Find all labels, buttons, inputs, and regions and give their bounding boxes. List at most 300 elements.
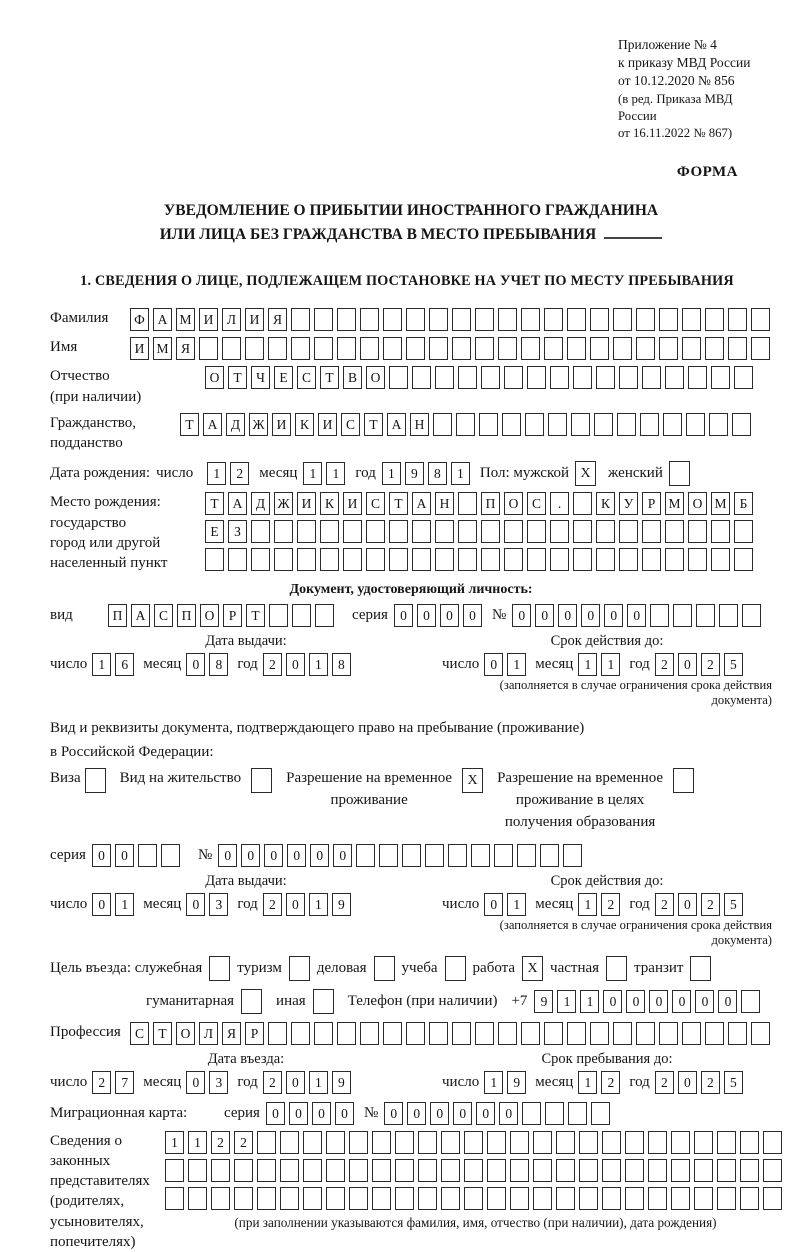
- char-cell[interactable]: О: [366, 366, 385, 389]
- char-cell[interactable]: [395, 1187, 414, 1210]
- char-cell[interactable]: А: [412, 492, 431, 515]
- char-cell[interactable]: [479, 413, 498, 436]
- char-cell[interactable]: 5: [724, 893, 743, 916]
- char-cell[interactable]: [222, 337, 241, 360]
- char-cell[interactable]: З: [228, 520, 247, 543]
- purpose-other-checkbox[interactable]: [313, 989, 334, 1014]
- char-cell[interactable]: 0: [476, 1102, 495, 1125]
- char-cell[interactable]: [659, 1022, 678, 1045]
- char-cell[interactable]: С: [130, 1022, 149, 1045]
- char-cell[interactable]: [763, 1159, 782, 1182]
- char-cell[interactable]: 2: [234, 1131, 253, 1154]
- char-cell[interactable]: [717, 1131, 736, 1154]
- sex-male-checkbox[interactable]: X: [575, 461, 596, 486]
- char-cell[interactable]: С: [154, 604, 173, 627]
- char-cell[interactable]: [234, 1159, 253, 1182]
- char-cell[interactable]: [636, 1022, 655, 1045]
- char-cell[interactable]: М: [153, 337, 172, 360]
- char-cell[interactable]: Ф: [130, 308, 149, 331]
- char-cell[interactable]: 1: [507, 653, 526, 676]
- char-cell[interactable]: 0: [310, 844, 329, 867]
- char-cell[interactable]: [389, 548, 408, 571]
- char-cell[interactable]: [471, 844, 490, 867]
- purpose-business-checkbox[interactable]: [374, 956, 395, 981]
- char-cell[interactable]: [487, 1187, 506, 1210]
- char-cell[interactable]: [671, 1131, 690, 1154]
- char-cell[interactable]: [320, 520, 339, 543]
- char-cell[interactable]: [360, 308, 379, 331]
- char-cell[interactable]: [406, 337, 425, 360]
- char-cell[interactable]: [571, 413, 590, 436]
- char-cell[interactable]: [671, 1187, 690, 1210]
- char-cell[interactable]: [510, 1131, 529, 1154]
- char-cell[interactable]: [188, 1187, 207, 1210]
- char-cell[interactable]: Е: [205, 520, 224, 543]
- char-cell[interactable]: Н: [435, 492, 454, 515]
- char-cell[interactable]: [763, 1187, 782, 1210]
- char-cell[interactable]: [458, 366, 477, 389]
- char-cell[interactable]: [269, 604, 288, 627]
- char-cell[interactable]: [596, 548, 615, 571]
- char-cell[interactable]: [594, 413, 613, 436]
- char-cell[interactable]: [544, 1022, 563, 1045]
- char-cell[interactable]: Т: [246, 604, 265, 627]
- sex-female-checkbox[interactable]: [669, 461, 690, 486]
- char-cell[interactable]: [533, 1187, 552, 1210]
- char-cell[interactable]: 0: [603, 990, 622, 1013]
- char-cell[interactable]: [504, 366, 523, 389]
- char-cell[interactable]: [625, 1187, 644, 1210]
- char-cell[interactable]: 0: [678, 653, 697, 676]
- char-cell[interactable]: О: [504, 492, 523, 515]
- char-cell[interactable]: 0: [264, 844, 283, 867]
- char-cell[interactable]: [337, 308, 356, 331]
- char-cell[interactable]: [751, 337, 770, 360]
- char-cell[interactable]: [268, 1022, 287, 1045]
- char-cell[interactable]: [671, 1159, 690, 1182]
- char-cell[interactable]: 0: [484, 893, 503, 916]
- char-cell[interactable]: А: [131, 604, 150, 627]
- char-cell[interactable]: [494, 844, 513, 867]
- char-cell[interactable]: [696, 604, 715, 627]
- char-cell[interactable]: [556, 1131, 575, 1154]
- char-cell[interactable]: [425, 844, 444, 867]
- char-cell[interactable]: 0: [407, 1102, 426, 1125]
- char-cell[interactable]: [732, 413, 751, 436]
- char-cell[interactable]: [458, 492, 477, 515]
- char-cell[interactable]: 0: [649, 990, 668, 1013]
- char-cell[interactable]: Т: [364, 413, 383, 436]
- char-cell[interactable]: Д: [251, 492, 270, 515]
- char-cell[interactable]: 2: [211, 1131, 230, 1154]
- char-cell[interactable]: 1: [580, 990, 599, 1013]
- char-cell[interactable]: [349, 1131, 368, 1154]
- char-cell[interactable]: [665, 548, 684, 571]
- char-cell[interactable]: [314, 337, 333, 360]
- char-cell[interactable]: 2: [701, 1071, 720, 1094]
- char-cell[interactable]: [740, 1131, 759, 1154]
- char-cell[interactable]: [234, 1187, 253, 1210]
- char-cell[interactable]: [619, 520, 638, 543]
- char-cell[interactable]: [498, 1022, 517, 1045]
- char-cell[interactable]: [728, 337, 747, 360]
- char-cell[interactable]: [211, 1159, 230, 1182]
- char-cell[interactable]: Ж: [249, 413, 268, 436]
- char-cell[interactable]: [659, 308, 678, 331]
- char-cell[interactable]: [429, 1022, 448, 1045]
- char-cell[interactable]: 1: [92, 653, 111, 676]
- char-cell[interactable]: 1: [601, 653, 620, 676]
- char-cell[interactable]: 0: [312, 1102, 331, 1125]
- char-cell[interactable]: 9: [332, 893, 351, 916]
- char-cell[interactable]: Ч: [251, 366, 270, 389]
- char-cell[interactable]: [663, 413, 682, 436]
- char-cell[interactable]: [458, 548, 477, 571]
- char-cell[interactable]: [550, 366, 569, 389]
- char-cell[interactable]: [280, 1159, 299, 1182]
- char-cell[interactable]: [728, 308, 747, 331]
- char-cell[interactable]: 5: [724, 1071, 743, 1094]
- char-cell[interactable]: [602, 1187, 621, 1210]
- char-cell[interactable]: Н: [410, 413, 429, 436]
- char-cell[interactable]: [360, 1022, 379, 1045]
- char-cell[interactable]: [418, 1159, 437, 1182]
- purpose-private-checkbox[interactable]: [606, 956, 627, 981]
- char-cell[interactable]: [464, 1187, 483, 1210]
- char-cell[interactable]: [682, 337, 701, 360]
- char-cell[interactable]: [742, 604, 761, 627]
- char-cell[interactable]: П: [481, 492, 500, 515]
- char-cell[interactable]: 1: [451, 462, 470, 485]
- char-cell[interactable]: [533, 1159, 552, 1182]
- char-cell[interactable]: 2: [701, 653, 720, 676]
- char-cell[interactable]: Т: [205, 492, 224, 515]
- char-cell[interactable]: И: [130, 337, 149, 360]
- char-cell[interactable]: [625, 1159, 644, 1182]
- char-cell[interactable]: [602, 1159, 621, 1182]
- char-cell[interactable]: [303, 1187, 322, 1210]
- char-cell[interactable]: 0: [678, 1071, 697, 1094]
- char-cell[interactable]: [525, 413, 544, 436]
- char-cell[interactable]: [456, 413, 475, 436]
- char-cell[interactable]: 0: [286, 1071, 305, 1094]
- char-cell[interactable]: [596, 366, 615, 389]
- char-cell[interactable]: [343, 548, 362, 571]
- char-cell[interactable]: [510, 1187, 529, 1210]
- char-cell[interactable]: Т: [180, 413, 199, 436]
- char-cell[interactable]: 8: [332, 653, 351, 676]
- char-cell[interactable]: 2: [601, 893, 620, 916]
- char-cell[interactable]: [383, 308, 402, 331]
- char-cell[interactable]: [705, 308, 724, 331]
- char-cell[interactable]: [659, 337, 678, 360]
- char-cell[interactable]: 1: [382, 462, 401, 485]
- char-cell[interactable]: 0: [186, 653, 205, 676]
- char-cell[interactable]: [429, 308, 448, 331]
- char-cell[interactable]: [686, 413, 705, 436]
- char-cell[interactable]: [650, 604, 669, 627]
- char-cell[interactable]: [464, 1131, 483, 1154]
- char-cell[interactable]: [291, 1022, 310, 1045]
- char-cell[interactable]: [280, 1131, 299, 1154]
- char-cell[interactable]: [280, 1187, 299, 1210]
- char-cell[interactable]: [199, 337, 218, 360]
- char-cell[interactable]: [314, 1022, 333, 1045]
- char-cell[interactable]: [481, 366, 500, 389]
- char-cell[interactable]: [138, 844, 157, 867]
- char-cell[interactable]: И: [297, 492, 316, 515]
- char-cell[interactable]: [705, 337, 724, 360]
- char-cell[interactable]: 0: [218, 844, 237, 867]
- char-cell[interactable]: 2: [701, 893, 720, 916]
- char-cell[interactable]: [763, 1131, 782, 1154]
- char-cell[interactable]: [688, 366, 707, 389]
- char-cell[interactable]: [389, 520, 408, 543]
- char-cell[interactable]: [642, 548, 661, 571]
- char-cell[interactable]: [366, 520, 385, 543]
- char-cell[interactable]: [274, 548, 293, 571]
- char-cell[interactable]: [517, 844, 536, 867]
- char-cell[interactable]: 1: [165, 1131, 184, 1154]
- char-cell[interactable]: К: [596, 492, 615, 515]
- char-cell[interactable]: [521, 337, 540, 360]
- char-cell[interactable]: [383, 337, 402, 360]
- char-cell[interactable]: О: [205, 366, 224, 389]
- char-cell[interactable]: 9: [534, 990, 553, 1013]
- residence-permit-checkbox[interactable]: [251, 768, 272, 793]
- char-cell[interactable]: 0: [115, 844, 134, 867]
- char-cell[interactable]: [448, 844, 467, 867]
- char-cell[interactable]: [291, 308, 310, 331]
- char-cell[interactable]: [590, 308, 609, 331]
- char-cell[interactable]: Д: [226, 413, 245, 436]
- char-cell[interactable]: 0: [430, 1102, 449, 1125]
- char-cell[interactable]: [550, 520, 569, 543]
- char-cell[interactable]: П: [108, 604, 127, 627]
- char-cell[interactable]: [719, 604, 738, 627]
- char-cell[interactable]: [522, 1102, 541, 1125]
- char-cell[interactable]: 7: [115, 1071, 134, 1094]
- char-cell[interactable]: [688, 548, 707, 571]
- char-cell[interactable]: [383, 1022, 402, 1045]
- char-cell[interactable]: [441, 1187, 460, 1210]
- char-cell[interactable]: М: [711, 492, 730, 515]
- char-cell[interactable]: 1: [507, 893, 526, 916]
- char-cell[interactable]: 0: [286, 893, 305, 916]
- char-cell[interactable]: 1: [188, 1131, 207, 1154]
- char-cell[interactable]: [165, 1159, 184, 1182]
- char-cell[interactable]: [504, 548, 523, 571]
- char-cell[interactable]: 1: [578, 1071, 597, 1094]
- char-cell[interactable]: [487, 1131, 506, 1154]
- char-cell[interactable]: С: [297, 366, 316, 389]
- char-cell[interactable]: [320, 548, 339, 571]
- char-cell[interactable]: [602, 1131, 621, 1154]
- char-cell[interactable]: М: [176, 308, 195, 331]
- char-cell[interactable]: [544, 308, 563, 331]
- char-cell[interactable]: 0: [92, 844, 111, 867]
- char-cell[interactable]: [591, 1102, 610, 1125]
- char-cell[interactable]: 3: [209, 1071, 228, 1094]
- char-cell[interactable]: [694, 1159, 713, 1182]
- char-cell[interactable]: [257, 1131, 276, 1154]
- char-cell[interactable]: 1: [207, 462, 226, 485]
- char-cell[interactable]: 0: [287, 844, 306, 867]
- char-cell[interactable]: [673, 604, 692, 627]
- char-cell[interactable]: И: [318, 413, 337, 436]
- char-cell[interactable]: 1: [484, 1071, 503, 1094]
- char-cell[interactable]: [303, 1159, 322, 1182]
- char-cell[interactable]: [360, 337, 379, 360]
- char-cell[interactable]: [567, 1022, 586, 1045]
- char-cell[interactable]: Л: [222, 308, 241, 331]
- char-cell[interactable]: [481, 520, 500, 543]
- char-cell[interactable]: [165, 1187, 184, 1210]
- char-cell[interactable]: Т: [320, 366, 339, 389]
- char-cell[interactable]: [343, 520, 362, 543]
- char-cell[interactable]: [521, 1022, 540, 1045]
- char-cell[interactable]: [682, 1022, 701, 1045]
- char-cell[interactable]: [314, 308, 333, 331]
- char-cell[interactable]: 0: [484, 653, 503, 676]
- char-cell[interactable]: [475, 337, 494, 360]
- char-cell[interactable]: [315, 604, 334, 627]
- char-cell[interactable]: У: [619, 492, 638, 515]
- char-cell[interactable]: [251, 520, 270, 543]
- char-cell[interactable]: [573, 366, 592, 389]
- char-cell[interactable]: [402, 844, 421, 867]
- char-cell[interactable]: 2: [655, 893, 674, 916]
- char-cell[interactable]: 0: [417, 604, 436, 627]
- char-cell[interactable]: 0: [558, 604, 577, 627]
- char-cell[interactable]: [257, 1159, 276, 1182]
- char-cell[interactable]: 0: [463, 604, 482, 627]
- purpose-work-checkbox[interactable]: X: [522, 956, 543, 981]
- char-cell[interactable]: [527, 520, 546, 543]
- char-cell[interactable]: 0: [672, 990, 691, 1013]
- char-cell[interactable]: [579, 1187, 598, 1210]
- char-cell[interactable]: [356, 844, 375, 867]
- char-cell[interactable]: 0: [512, 604, 531, 627]
- char-cell[interactable]: [372, 1131, 391, 1154]
- char-cell[interactable]: 0: [266, 1102, 285, 1125]
- char-cell[interactable]: И: [199, 308, 218, 331]
- char-cell[interactable]: [550, 548, 569, 571]
- char-cell[interactable]: 0: [333, 844, 352, 867]
- char-cell[interactable]: [590, 337, 609, 360]
- char-cell[interactable]: 1: [578, 893, 597, 916]
- char-cell[interactable]: [705, 1022, 724, 1045]
- char-cell[interactable]: 6: [115, 653, 134, 676]
- char-cell[interactable]: Б: [734, 492, 753, 515]
- char-cell[interactable]: [475, 308, 494, 331]
- char-cell[interactable]: [379, 844, 398, 867]
- char-cell[interactable]: [527, 548, 546, 571]
- char-cell[interactable]: [613, 337, 632, 360]
- char-cell[interactable]: [625, 1131, 644, 1154]
- char-cell[interactable]: 1: [309, 893, 328, 916]
- char-cell[interactable]: С: [341, 413, 360, 436]
- char-cell[interactable]: [568, 1102, 587, 1125]
- char-cell[interactable]: Т: [389, 492, 408, 515]
- char-cell[interactable]: [740, 1187, 759, 1210]
- char-cell[interactable]: .: [550, 492, 569, 515]
- char-cell[interactable]: [527, 366, 546, 389]
- char-cell[interactable]: Т: [153, 1022, 172, 1045]
- char-cell[interactable]: Л: [199, 1022, 218, 1045]
- char-cell[interactable]: [556, 1159, 575, 1182]
- char-cell[interactable]: [711, 520, 730, 543]
- char-cell[interactable]: [487, 1159, 506, 1182]
- visa-checkbox[interactable]: [85, 768, 106, 793]
- char-cell[interactable]: [498, 337, 517, 360]
- char-cell[interactable]: 0: [453, 1102, 472, 1125]
- char-cell[interactable]: [188, 1159, 207, 1182]
- temp-edu-checkbox[interactable]: [673, 768, 694, 793]
- char-cell[interactable]: [475, 1022, 494, 1045]
- char-cell[interactable]: [573, 520, 592, 543]
- char-cell[interactable]: Е: [274, 366, 293, 389]
- char-cell[interactable]: [636, 308, 655, 331]
- char-cell[interactable]: К: [320, 492, 339, 515]
- char-cell[interactable]: Т: [228, 366, 247, 389]
- char-cell[interactable]: [751, 308, 770, 331]
- temp-permit-checkbox[interactable]: X: [462, 768, 483, 793]
- char-cell[interactable]: 0: [92, 893, 111, 916]
- char-cell[interactable]: [268, 337, 287, 360]
- char-cell[interactable]: [418, 1131, 437, 1154]
- char-cell[interactable]: 0: [499, 1102, 518, 1125]
- char-cell[interactable]: [567, 308, 586, 331]
- char-cell[interactable]: [297, 520, 316, 543]
- char-cell[interactable]: [412, 520, 431, 543]
- char-cell[interactable]: 8: [209, 653, 228, 676]
- char-cell[interactable]: [648, 1159, 667, 1182]
- char-cell[interactable]: [619, 366, 638, 389]
- char-cell[interactable]: 0: [718, 990, 737, 1013]
- char-cell[interactable]: [366, 548, 385, 571]
- purpose-tourism-checkbox[interactable]: [289, 956, 310, 981]
- char-cell[interactable]: Р: [642, 492, 661, 515]
- char-cell[interactable]: [567, 337, 586, 360]
- purpose-humanitarian-checkbox[interactable]: [241, 989, 262, 1014]
- char-cell[interactable]: [435, 366, 454, 389]
- char-cell[interactable]: [682, 308, 701, 331]
- char-cell[interactable]: [389, 366, 408, 389]
- char-cell[interactable]: [395, 1131, 414, 1154]
- purpose-transit-checkbox[interactable]: [690, 956, 711, 981]
- char-cell[interactable]: [406, 308, 425, 331]
- char-cell[interactable]: [349, 1187, 368, 1210]
- char-cell[interactable]: [579, 1131, 598, 1154]
- char-cell[interactable]: [548, 413, 567, 436]
- char-cell[interactable]: [613, 1022, 632, 1045]
- char-cell[interactable]: А: [387, 413, 406, 436]
- char-cell[interactable]: В: [343, 366, 362, 389]
- char-cell[interactable]: [619, 548, 638, 571]
- char-cell[interactable]: [458, 520, 477, 543]
- char-cell[interactable]: [711, 548, 730, 571]
- char-cell[interactable]: 9: [507, 1071, 526, 1094]
- char-cell[interactable]: 2: [92, 1071, 111, 1094]
- char-cell[interactable]: 2: [655, 653, 674, 676]
- char-cell[interactable]: [464, 1159, 483, 1182]
- char-cell[interactable]: [688, 520, 707, 543]
- char-cell[interactable]: [734, 366, 753, 389]
- char-cell[interactable]: 2: [263, 653, 282, 676]
- char-cell[interactable]: [337, 337, 356, 360]
- char-cell[interactable]: [326, 1159, 345, 1182]
